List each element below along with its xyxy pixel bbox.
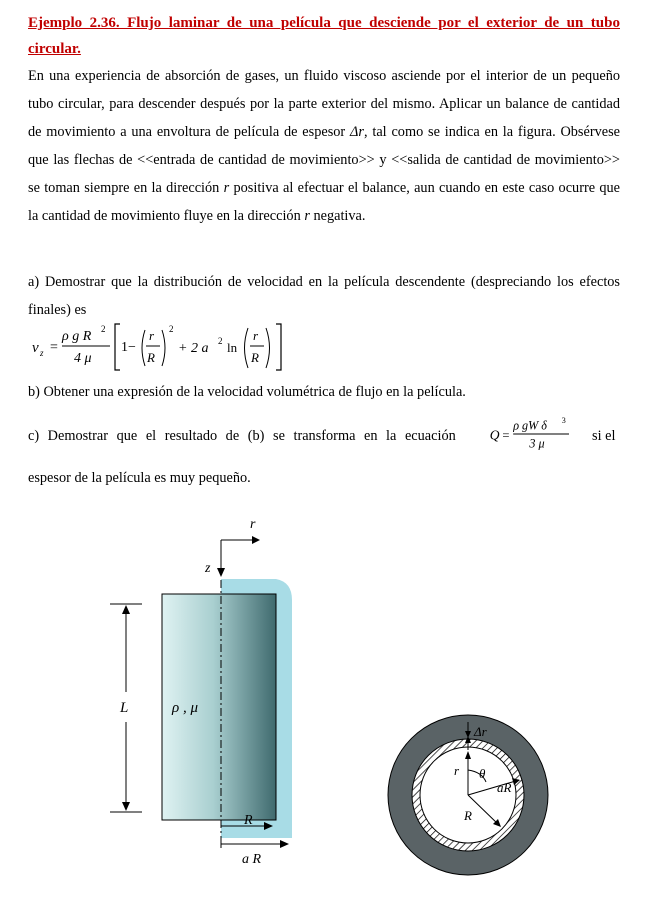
intro-text-1: En una experiencia de absorción de gases, un fluido viscoso asciende por el interior de un pequeño tubo circular, para descender después por la parte exterior del mismo. Aplicar un balance de cantidad de movimiento a una envoltura de película de espesor bbox=[28, 68, 620, 140]
r-symbol-2: r bbox=[304, 208, 310, 224]
eq-a-exp: 2 bbox=[218, 336, 223, 346]
part-c-tail-2: espesor de la película es muy pequeño. bbox=[28, 470, 251, 486]
velocity-equation bbox=[28, 318, 288, 374]
r-axis-label: r bbox=[250, 517, 256, 532]
q-num-exp: 3 bbox=[561, 416, 566, 426]
svg-text:=: = bbox=[50, 340, 58, 355]
eq-vz-den: 4 μ bbox=[74, 351, 92, 366]
eq-vz-num-exp: 2 bbox=[101, 324, 106, 334]
eq-sq-exp: 2 bbox=[169, 324, 174, 334]
part-a-text: a) Demostrar que la distribución de velocidad en la película descendente (despreciando los efectos finales) es bbox=[28, 274, 620, 318]
R-label: R bbox=[244, 813, 253, 828]
intro-text-4: negativa. bbox=[309, 208, 366, 224]
intro-text-2: , tal como se indica en la figura. Obsérvese que las flechas de <<entrada de cantidad de movimiento>> y <<salida de cantidad de movimiento>> se toman siempre en la dirección bbox=[28, 124, 620, 196]
q-equation bbox=[488, 414, 578, 454]
ring-theta-label: θ bbox=[479, 766, 486, 781]
eq-plus-2a: + 2 a bbox=[178, 341, 209, 356]
figure bbox=[0, 500, 650, 902]
eq-ln-R: R bbox=[251, 350, 259, 365]
example-title: Ejemplo 2.36. Flujo laminar de una película que desciende por el exterior de un tubo circular. bbox=[28, 15, 620, 57]
z-axis-label: z bbox=[205, 561, 211, 576]
svg-text:=: = bbox=[502, 428, 510, 443]
ring-delta-r-label: Δr bbox=[474, 724, 487, 739]
eq-vz-sub: z bbox=[40, 348, 44, 358]
L-label: L bbox=[120, 700, 129, 716]
aR-label: a R bbox=[242, 852, 262, 867]
eq-r-num: r bbox=[149, 328, 155, 343]
eq-ln-r: r bbox=[253, 328, 259, 343]
r-symbol-1: r bbox=[223, 180, 230, 196]
ring-R-label: R bbox=[464, 808, 472, 823]
props-label: ρ , μ bbox=[172, 700, 198, 716]
part-c-text: c) Demostrar que el resultado de (b) se transforma en la ecuación bbox=[28, 428, 456, 444]
q-symbol: Q bbox=[489, 427, 500, 443]
ring-r-label: r bbox=[454, 763, 460, 778]
eq-ln: ln bbox=[227, 340, 238, 355]
q-num: ρ gW δ bbox=[513, 418, 547, 433]
eq-vz-num: ρ g R bbox=[62, 329, 92, 344]
intro-text-3: positiva al efectuar el balance, aun cuando en este caso ocurre que la cantidad de movimiento fluye en la dirección bbox=[28, 180, 620, 224]
delta-r-symbol: Δr bbox=[350, 124, 364, 140]
intro-paragraph bbox=[28, 62, 620, 230]
q-den: 3 μ bbox=[529, 436, 545, 451]
part-c-tail: si el bbox=[592, 428, 616, 444]
eq-vz-lhs: v bbox=[32, 340, 39, 356]
eq-one-minus: 1− bbox=[121, 340, 136, 355]
eq-R-den: R bbox=[147, 350, 155, 365]
part-b-text: b) Obtener una expresión de la velocidad volumétrica de flujo en la película. bbox=[28, 384, 466, 400]
ring-aR-label: aR bbox=[497, 780, 512, 795]
